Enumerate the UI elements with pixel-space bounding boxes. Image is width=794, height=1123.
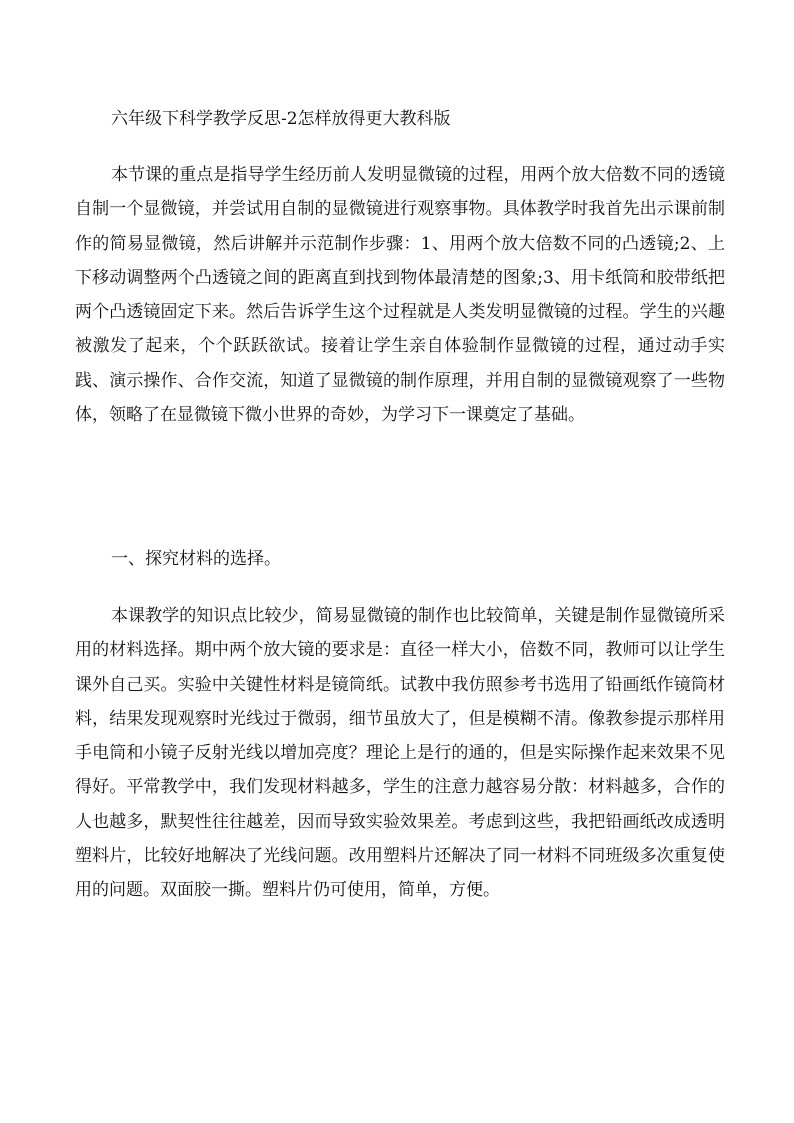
paragraph-intro: 本节课的重点是指导学生经历前人发明显微镜的过程，用两个放大倍数不同的透镜自制一个显微镜，并尝试用自制的显微镜进行观察事物。具体教学时我首先出示课前制作的简易显微镜，然后讲解并示范制作步骤：1、用两个放大倍数不同的凸透镜;2、上下移动调整两个凸透镜之间的距离直到找到物体最清楚的图象;3、用卡纸筒和胶带纸把两个凸透镜固定下来。然后告诉学生这个过程就是人类发明显微镜的过程。学生的兴趣被激发了起来，个个跃跃欲试。接着让学生亲自体验制作显微镜的过程，通过动手实践、演示操作、合作交流，知道了显微镜的制作原理，并用自制的显微镜观察了一些物体，领略了在显微镜下微小世界的奇妙，为学习下一课奠定了基础。: [75, 165, 725, 426]
document-title: 六年级下科学教学反思-2怎样放得更大教科版: [111, 109, 451, 129]
paragraph-material: 本课教学的知识点比较少，简易显微镜的制作也比较简单，关键是制作显微镜所采用的材料选择。期中两个放大镜的要求是：直径一样大小，倍数不同，教师可以让学生课外自己买。实验中关键性材料是镜筒纸。试教中我仿照参考书选用了铅画纸作镜筒材料，结果发现观察时光线过于微弱，细节虽放大了，但是模糊不清。像教参提示那样用手电筒和小镜子反射光线以增加亮度？理论上是行的通的，但是实际操作起来效果不见得好。平常教学中，我们发现材料越多，学生的注意力越容易分散：材料越多，合作的人也越多，默契性往往越差，因而导致实验效果差。考虑到这些，我把铅画纸改成透明塑料片，比较好地解决了光线问题。改用塑料片还解决了同一材料不同班级多次重复使用的问题。双面胶一撕。塑料片仍可使用，简单，方便。: [75, 606, 725, 901]
section-heading-material: 一、探究材料的选择。: [111, 549, 281, 569]
